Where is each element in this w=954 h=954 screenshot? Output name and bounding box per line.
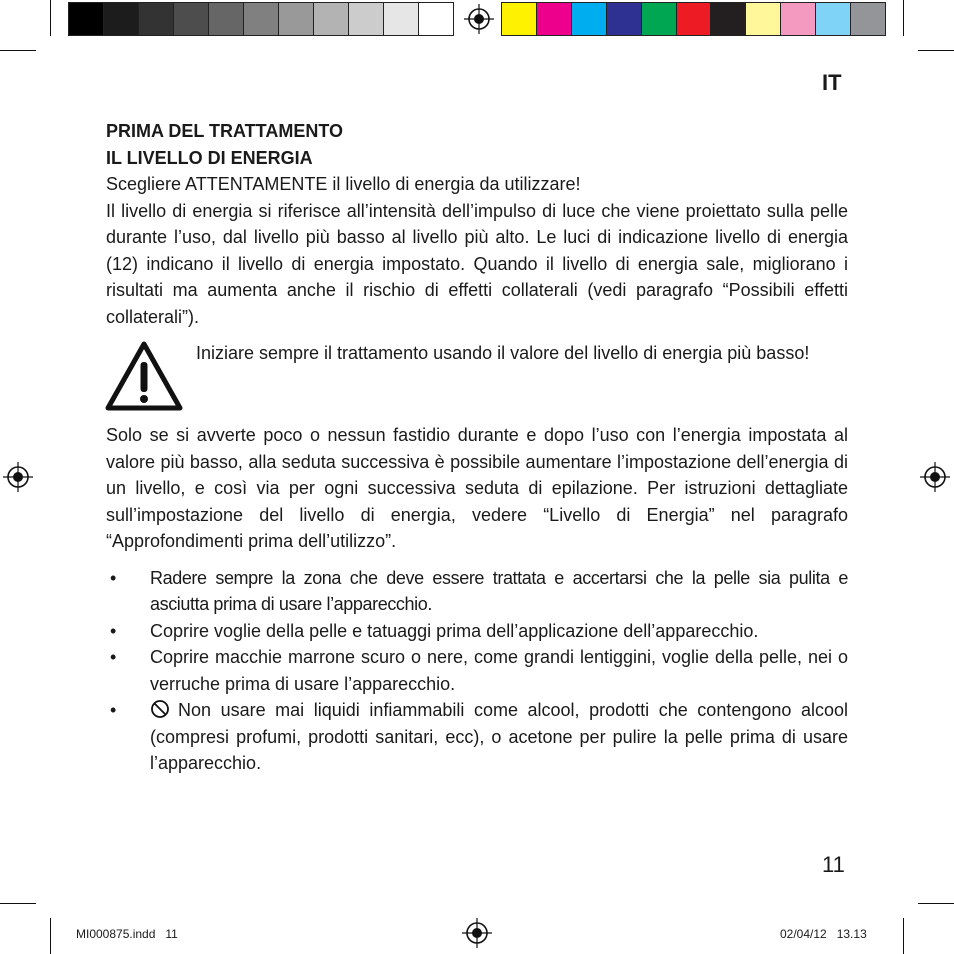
gray-swatch [419, 3, 453, 35]
footer-file-name: MI000875.indd 11 [76, 927, 178, 941]
warning-triangle-icon [104, 340, 184, 412]
list-item-text: Coprire voglie della pelle e tatuaggi prima dell’applicazione dell’apparecchio. [150, 620, 759, 641]
process-color-swatch [816, 3, 851, 35]
process-color-swatch [642, 3, 677, 35]
language-tag: IT [822, 70, 842, 95]
gray-swatch [384, 3, 419, 35]
gray-swatch [349, 3, 384, 35]
precautions-list [106, 565, 848, 777]
process-color-swatch [537, 3, 572, 35]
registration-mark-icon [3, 462, 33, 492]
process-color-swatch [607, 3, 642, 35]
main-heading: PRIMA DEL TRATTAMENTO [106, 121, 343, 141]
bullet-symbol: • [110, 700, 117, 720]
list-item [106, 565, 848, 618]
paragraph-energy-level: Il livello di energia si riferisce all’intensità dell’impulso di luce che viene proiettato sulla pelle durante l’uso, dal livello più basso al livello più alto. Le luci di indicazione livello di energia (12) indicano il livello di energia impostato. Quando il livello di energia sale, migliorano i risultati ma aumenta anche il rischio di effetti collaterali (vedi paragrafo “Possibili effetti collaterali”). [106, 200, 848, 327]
process-color-swatch [677, 3, 712, 35]
process-color-swatch [781, 3, 816, 35]
main-content [106, 118, 848, 777]
registration-mark-icon [462, 918, 492, 948]
list-item [106, 644, 848, 697]
gray-swatch [279, 3, 314, 35]
warning-box [106, 340, 848, 412]
list-item [106, 618, 848, 645]
process-color-bar [501, 2, 886, 36]
registration-mark-icon [920, 462, 950, 492]
gray-swatch [104, 3, 139, 35]
gray-swatch [139, 3, 174, 35]
list-item-text: Radere sempre la zona che deve essere trattata e accertarsi che la pelle sia pulita e asciutta prima di usare l’apparecchio. [150, 567, 848, 614]
crop-mark [903, 918, 904, 954]
process-color-swatch [502, 3, 537, 35]
warning-text: Iniziare sempre il trattamento usando il valore del livello di energia più basso! [196, 343, 810, 363]
footer-date-time: 02/04/12 13.13 [780, 927, 867, 941]
crop-mark [0, 50, 36, 51]
gray-swatch [209, 3, 244, 35]
bullet-symbol: • [110, 620, 117, 641]
gray-swatch [314, 3, 349, 35]
gray-swatch [244, 3, 279, 35]
process-color-swatch [711, 3, 746, 35]
paragraph-increase-energy: Solo se si avverte poco o nessun fastidio durante e dopo l’uso con l’energia impostata al valore più basso, alla seduta successiva è possibile aumentare l’impostazione dell’energia di un livello, e così via per ogni successiva seduta di epilazione. Per istruzioni dettagliate sull’impostazione del livello di energia, vedere “Livello di Energia” nel paragrafo “Approfondimenti prima dell’utilizzo”. [106, 425, 848, 551]
registration-mark-icon [464, 4, 494, 34]
process-color-swatch [746, 3, 781, 35]
crop-mark [918, 50, 954, 51]
list-item [106, 697, 848, 777]
page-number: 11 [822, 852, 845, 877]
crop-mark [50, 918, 51, 954]
gray-swatch [69, 3, 104, 35]
process-color-swatch [572, 3, 607, 35]
section-heading: IL LIVELLO DI ENERGIA [106, 147, 313, 168]
prohibited-icon [150, 699, 170, 719]
list-item-text: Coprire macchie marrone scuro o nere, come grandi lentiggini, voglie della pelle, nei o verruche prima di usare l’apparecchio. [150, 647, 848, 694]
crop-mark [903, 0, 904, 36]
gray-swatch [174, 3, 209, 35]
intro-line: Scegliere ATTENTAMENTE il livello di energia da utilizzare! [106, 174, 581, 194]
bullet-symbol: • [110, 647, 117, 667]
crop-mark [0, 903, 36, 904]
process-color-swatch [851, 3, 885, 35]
list-item-text: Non usare mai liquidi infiammabili come alcool, prodotti che contengono alcool (compresi profumi, prodotti sanitari, ecc), o acetone per pulire la pelle prima di usare l’apparecchio. [150, 700, 848, 773]
crop-mark [50, 0, 51, 36]
grayscale-color-bar [68, 2, 454, 36]
crop-mark [918, 903, 954, 904]
bullet-symbol: • [110, 567, 117, 588]
